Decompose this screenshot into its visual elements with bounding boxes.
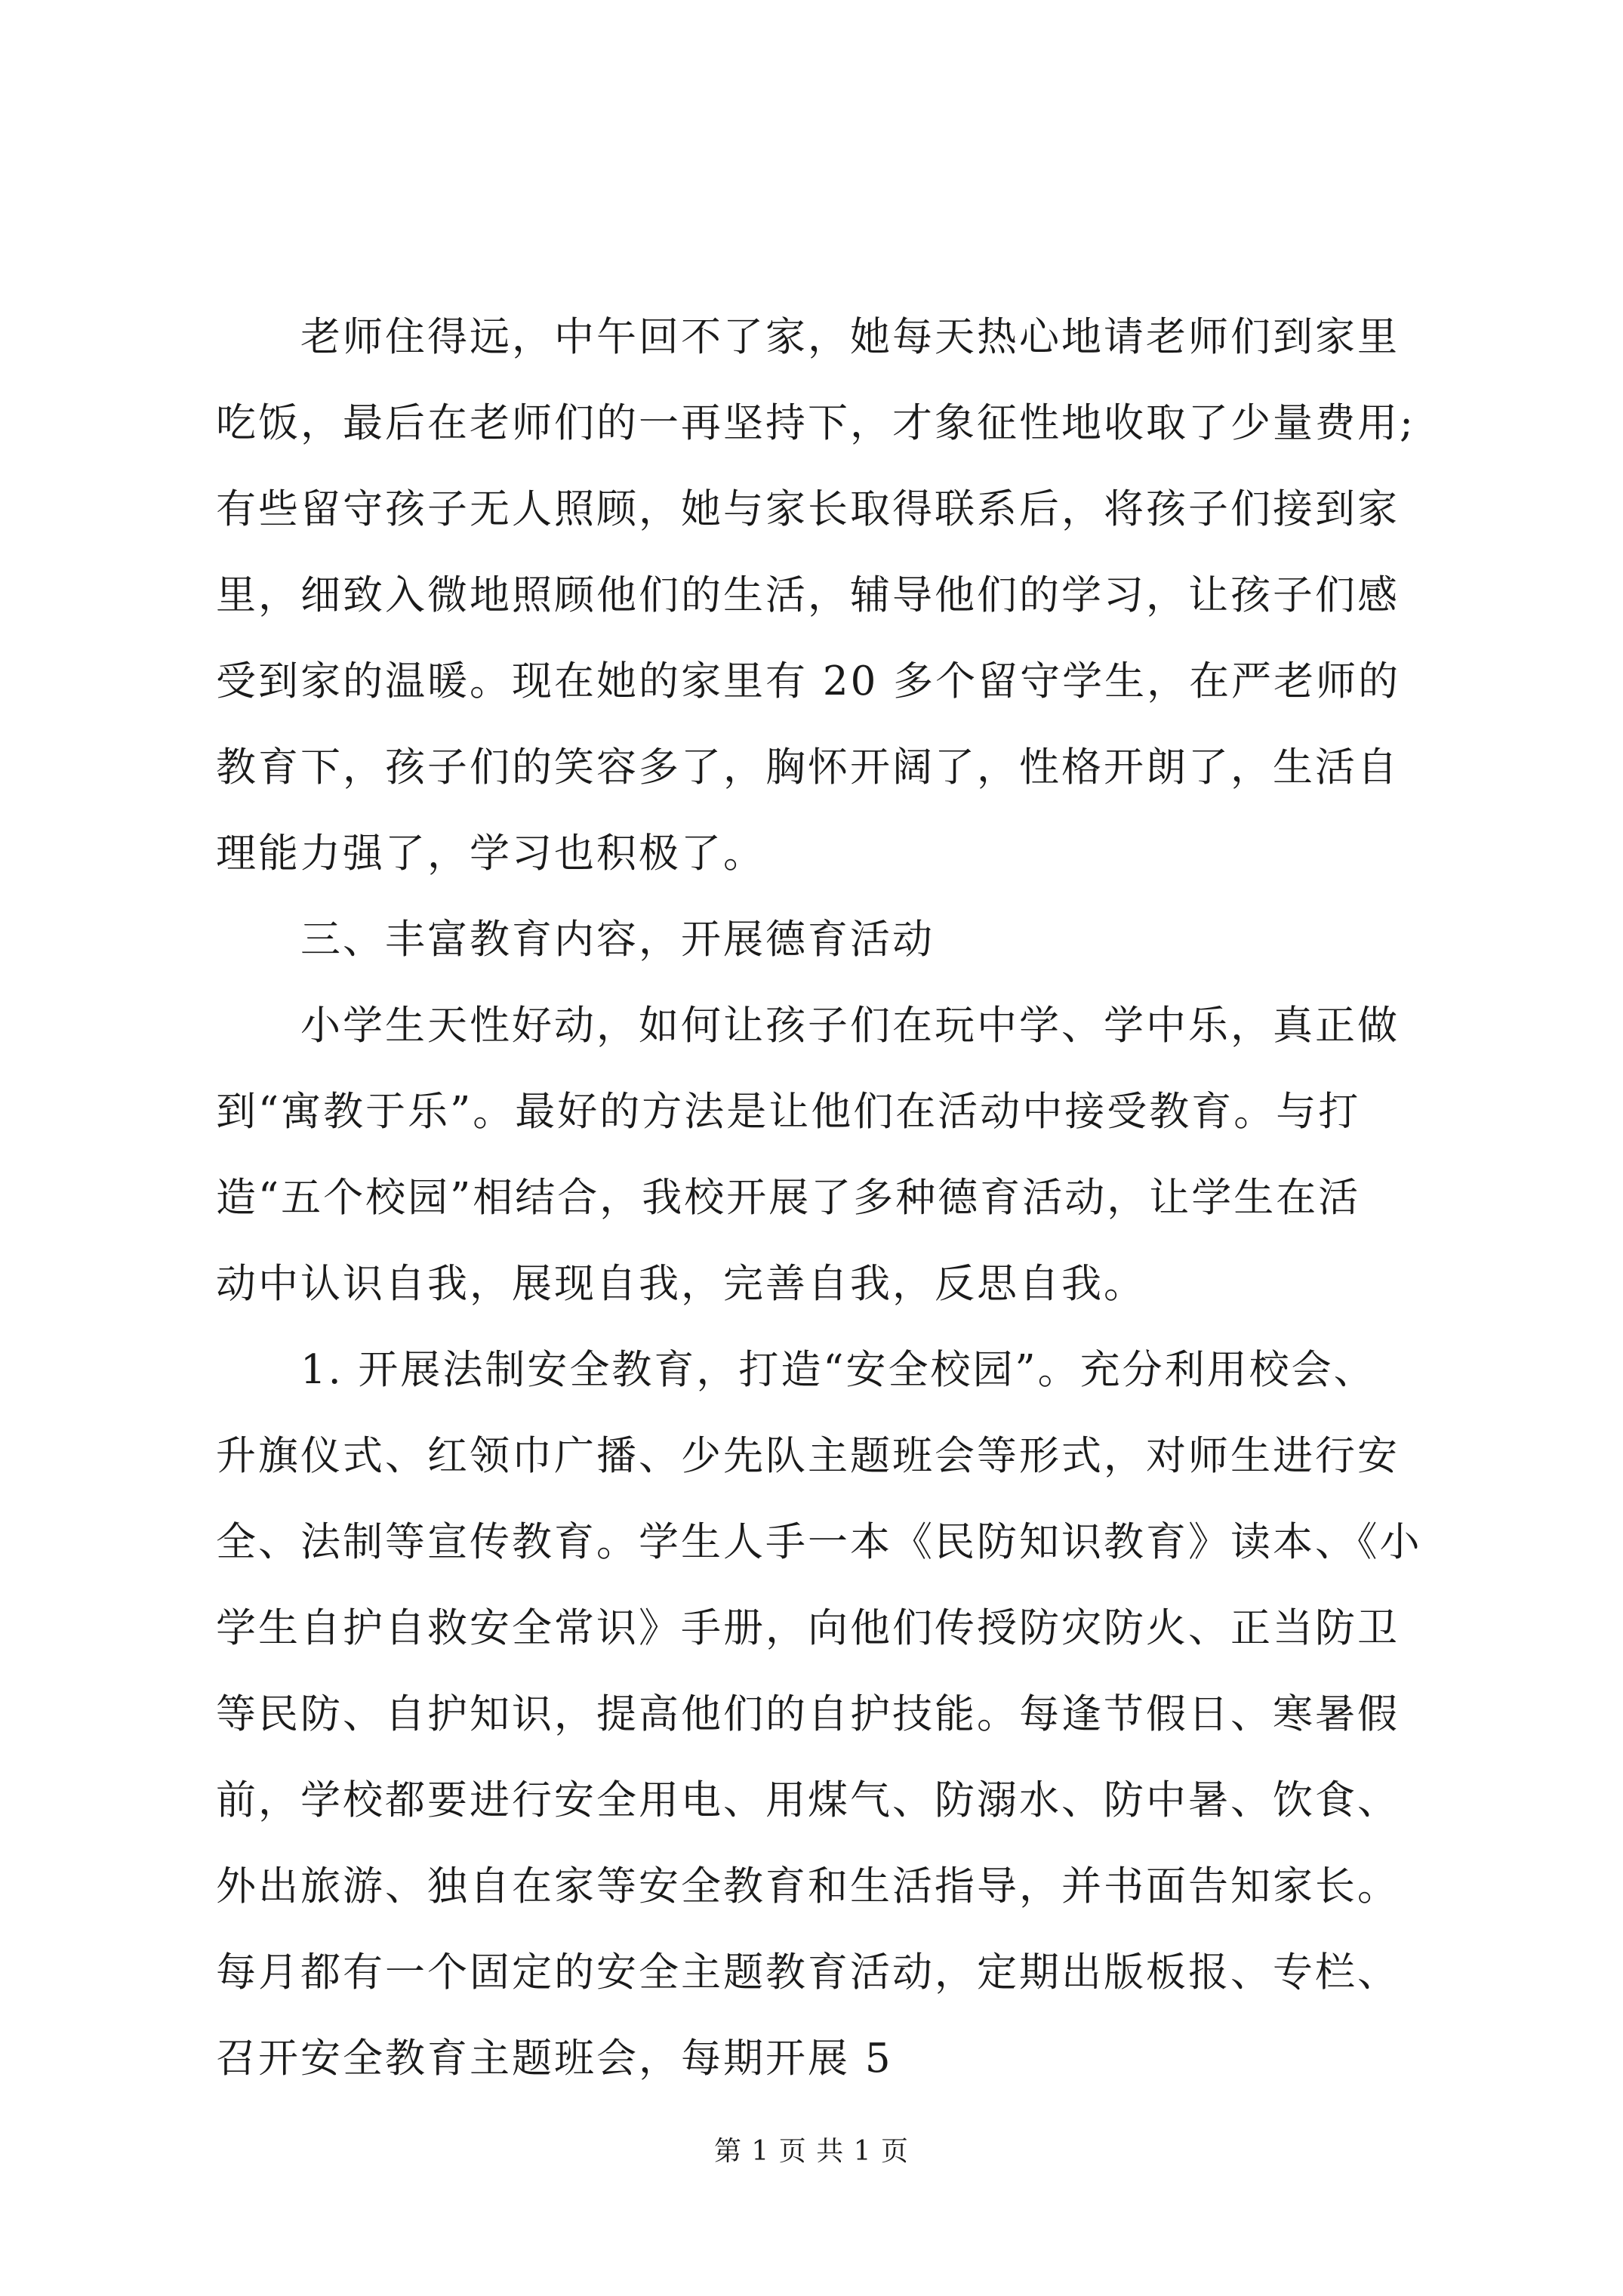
text-line: 造“五个校园”相结合，我校开展了多种德育活动，让学生在活 [216, 1175, 1361, 1221]
text-line: 全、法制等宣传教育。学生人手一本《民防知识教育》读本、《小 [216, 1519, 1422, 1565]
text-line: 1. 开展法制安全教育，打造“安全校园”。充分利用校会、 [216, 1347, 1376, 1393]
text-line: 到“寓教于乐”。最好的方法是让他们在活动中接受教育。与打 [216, 1089, 1361, 1135]
text-line: 小学生天性好动，如何让孩子们在玩中学、学中乐，真正做 [216, 1003, 1400, 1049]
text-line: 吃饭，最后在老师们的一再坚持下，才象征性地收取了少量费用; [216, 400, 1415, 446]
text-line: 老师住得远，中午回不了家，她每天热心地请老师们到家里 [216, 314, 1400, 360]
body-text [216, 294, 1431, 2102]
text-line: 前，学校都要进行安全用电、用煤气、防溺水、防中暑、饮食、 [216, 1777, 1400, 1823]
text-line: 有些留守孩子无人照顾，她与家长取得联系后，将孩子们接到家 [216, 486, 1400, 532]
text-line: 里，细致入微地照顾他们的生活，辅导他们的学习，让孩子们感 [216, 572, 1400, 618]
page-footer: 第 1 页 共 1 页 [713, 2136, 910, 2167]
text-line: 等民防、自护知识，提高他们的自护技能。每逢节假日、寒暑假 [216, 1691, 1400, 1737]
section-heading: 三、丰富教育内容，开展德育活动 [216, 917, 935, 963]
text-line: 每月都有一个固定的安全主题教育活动，定期出版板报、专栏、 [216, 1949, 1400, 1996]
text-line: 动中认识自我，展现自我，完善自我，反思自我。 [216, 1261, 1146, 1307]
text-line: 召开安全教育主题班会，每期开展 5 [216, 2036, 893, 2082]
text-line: 学生自护自救安全常识》手册，向他们传授防灾防火、正当防卫 [216, 1605, 1400, 1651]
text-line: 升旗仪式、红领巾广播、少先队主题班会等形式，对师生进行安 [216, 1433, 1400, 1479]
text-line: 理能力强了，学习也积极了。 [216, 831, 765, 877]
text-line: 教育下，孩子们的笑容多了，胸怀开阔了，性格开朗了，生活自 [216, 744, 1400, 791]
text-line: 外出旅游、独自在家等安全教育和生活指导，并书面告知家长。 [216, 1863, 1400, 1909]
text-line: 受到家的温暖。现在她的家里有 20 多个留守学生，在严老师的 [216, 658, 1401, 704]
